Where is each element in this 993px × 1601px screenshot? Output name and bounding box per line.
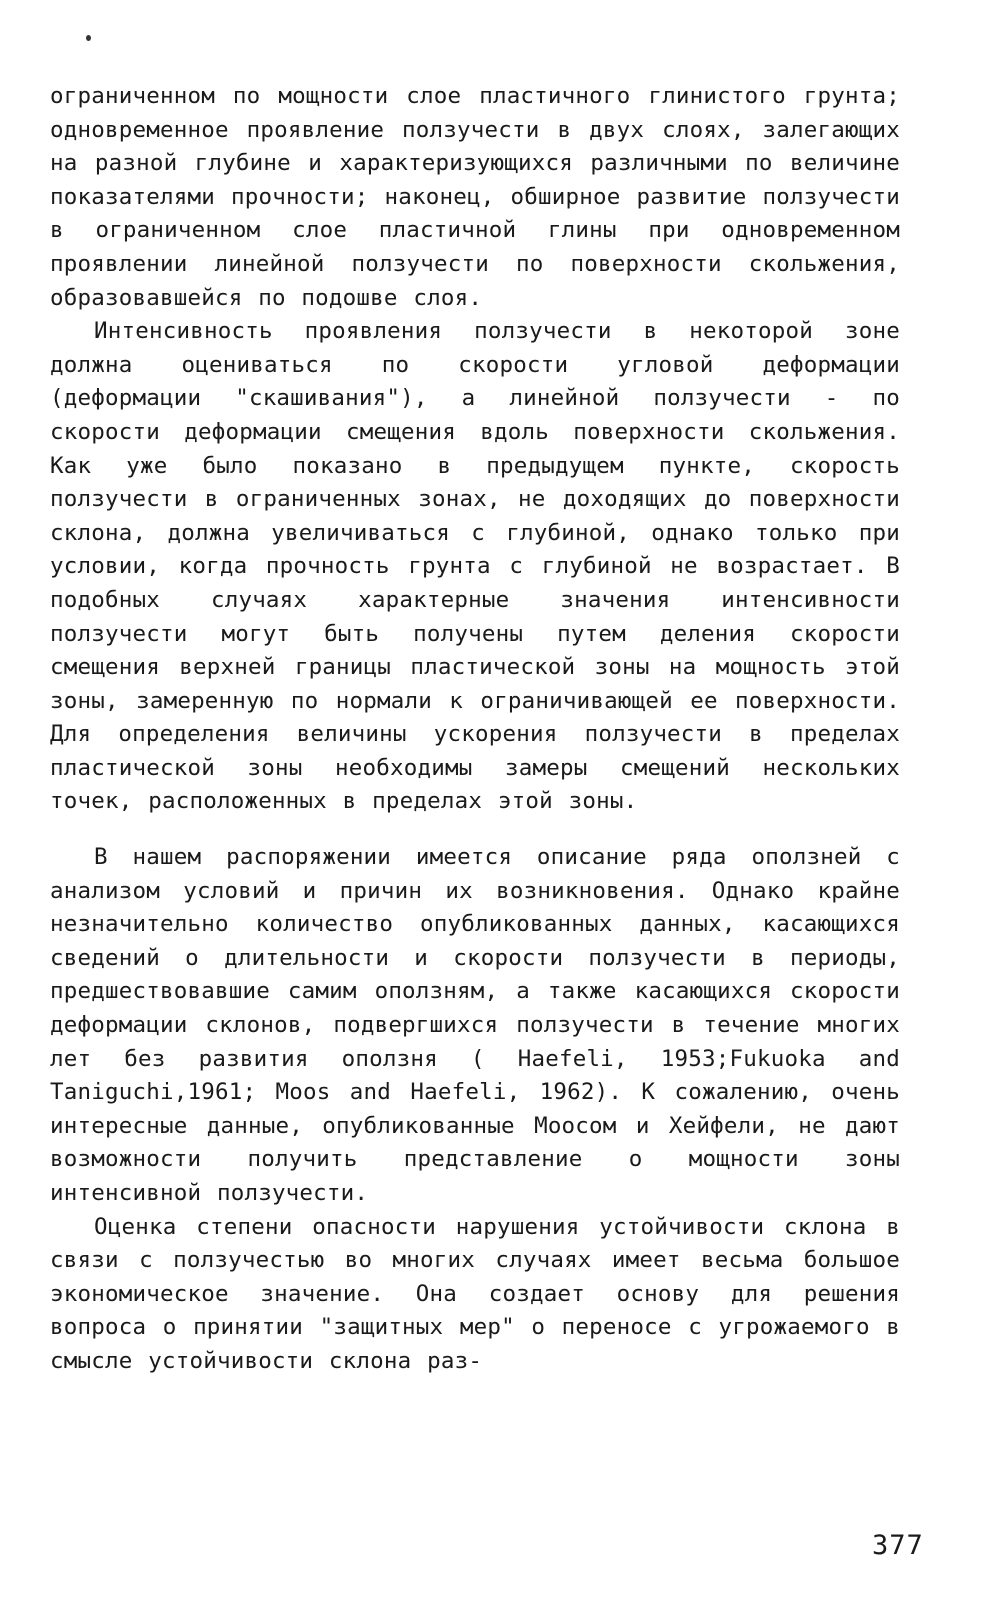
scan-speck — [86, 35, 91, 41]
paragraph-3: В нашем распоряжении имеется описание ряда оползней с анализом условий и причин их возникновения. Однако крайне незначительно количество опубликованных данных, касающихся сведений о длительности и скорости ползучести в периоды, предшествовавшие самим оползням, а также касающихся скорости деформации склонов, подвергшихся ползучести в течение многих лет без развития оползня ( Haefeli, 1953;Fukuoka and Taniguchi,1961; Moos and Haefeli, 1962). К сожалению, очень интересные данные, опубликованные Моосом и Хейфели, не дают возможности получить представление о мощности зоны интенсивной ползучести. — [50, 844, 900, 1206]
paragraph-1: ограниченном по мощности слое пластичного глинистого грунта; одновременное проявление ползучести в двух слоях, залегающих на разной глубине и характеризующихся различными по величине показателями прочности; наконец, обширное развитие ползучести в ограниченном слое пластичной глины при одновременном проявлении линейной ползучести по поверхности скольжения, образовавшейся по подошве слоя. — [50, 83, 900, 311]
page-number: 377 — [872, 1530, 924, 1561]
page-body — [50, 80, 900, 1379]
paragraph-4: Оценка степени опасности нарушения устойчивости склона в связи с ползучестью во многих случаях имеет весьма большое экономическое значение. Она создает основу для решения вопроса о принятии "защитных мер" о переносе с угрожаемого в смысле устойчивости склона раз- — [50, 1213, 900, 1374]
paragraph-2: Интенсивность проявления ползучести в некоторой зоне должна оцениваться по скорости угловой деформации (деформации "скашивания"), а линейной ползучести - по скорости деформации смещения вдоль поверхности скольжения. Как уже было показано в предыдущем пункте, скорость ползучести в ограниченных зонах, не доходящих до поверхности склона, должна увеличиваться с глубиной, однако только при условии, когда прочность грунта с глубиной не возрастает. В подобных случаях характерные значения интенсивности ползучести могут быть получены путем деления скорости смещения верхней границы пластической зоны на мощность этой зоны, замеренную по нормали к ограничивающей ее поверхности. Для определения величины ускорения ползучести в пределах пластической зоны необходимы замеры смещений нескольких точек, расположенных в пределах этой зоны. — [50, 318, 900, 815]
